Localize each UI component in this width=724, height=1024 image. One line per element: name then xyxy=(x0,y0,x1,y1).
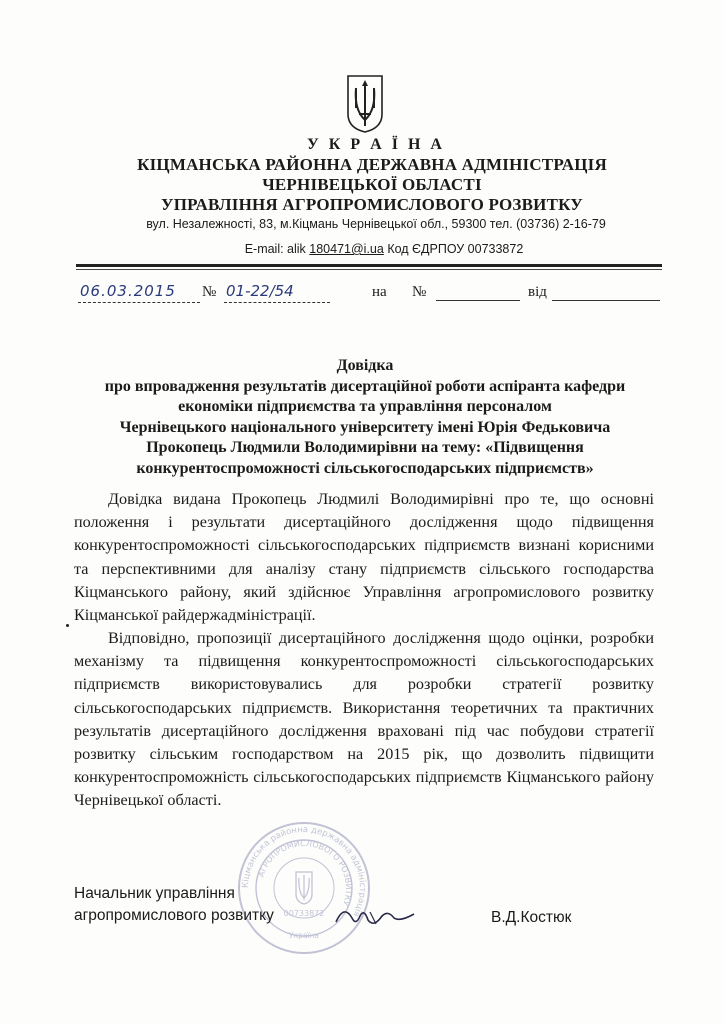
header-divider-thick xyxy=(76,264,662,267)
stamp-code: 00733872 xyxy=(283,909,325,918)
email-link[interactable]: 180471@i.ua xyxy=(309,242,384,256)
stamp-outer-text: Кіцманська районна державна адміністрація xyxy=(240,824,368,919)
edrpou-code: Код ЄДРПОУ 00733872 xyxy=(383,242,524,256)
title-line: про впровадження результатів дисертаційної роботи аспіранта кафедри xyxy=(104,377,626,395)
number-label: № xyxy=(202,284,217,300)
title-line: Прокопець Людмили Володимирівни на тему: «Підвищення xyxy=(146,439,584,456)
address-line: вул. Незалежності, 83, м.Кіцмань Чернівецької обл., 59300 тел. (03736) 2-16-79 xyxy=(146,217,606,231)
title-line: економіки підприємства та управління персоналом xyxy=(178,398,552,415)
email-prefix: E-mail: alik xyxy=(244,242,310,256)
registration-number: 01-22/54 xyxy=(226,282,294,300)
contact-line xyxy=(22,242,724,256)
body-paragraph xyxy=(74,627,654,813)
reply-date-blank xyxy=(552,300,660,301)
number-underline xyxy=(224,302,330,303)
registration-date: 06.03.2015 xyxy=(80,282,176,300)
department-heading: УПРАВЛІННЯ АГРОПРОМИСЛОВОГО РОЗВИТКУ xyxy=(161,195,583,214)
reply-label: на xyxy=(372,284,387,300)
document-title xyxy=(70,356,660,479)
header-divider-thin xyxy=(76,269,662,270)
paragraph-text: Відповідно, пропозиції дисертаційного дослідження щодо оцінки, розробки механізму та підвищення конкурентоспроможності сільськогосподарських підприємств використовувались для розробки стратегії розвитку сільськогосподарських підприємств. Використання теоретичних та практичних результатів дисертаційного дослідження враховані під час побудови стратегії розвитку сільським господарством на 2015 рік, що дозволить підвищити конкурентоспроможність сільськогосподарських підприємств Кіцманського району Чернівецької області. xyxy=(74,629,654,810)
title-line: конкурентоспроможності сільськогосподарських підприємств» xyxy=(136,459,594,477)
stamp-country: Україна xyxy=(288,931,320,940)
trident-emblem-icon xyxy=(344,70,386,134)
position-line: Начальник управління xyxy=(74,885,235,902)
margin-dot xyxy=(66,624,69,627)
signatory-position xyxy=(74,883,274,927)
stamp-inner-text: АГРОПРОМИСЛОВОГО РОЗВИТКУ xyxy=(256,838,354,907)
title-line: Чернівецького національного університету імені Юрія Федьковича xyxy=(119,418,611,436)
body-paragraph xyxy=(74,488,654,627)
oblast-heading: ЧЕРНІВЕЦЬКОЇ ОБЛАСТІ xyxy=(262,175,482,194)
reply-number-blank xyxy=(436,300,520,301)
reply-number-label: № xyxy=(412,284,427,300)
registration-line xyxy=(74,280,664,306)
title-line: Довідка xyxy=(336,357,394,374)
position-line: агропромислового розвитку xyxy=(74,907,274,924)
signatory-name: В.Д.Костюк xyxy=(491,909,572,926)
paragraph-text: Довідка видана Прокопець Людмилі Володимирівні про те, що основні положення і результати дисертаційного дослідження щодо підвищення конкурентоспроможності сільськогосподарських підприємств визнані корисними та перспективними для аналізу стану підприємств сільського господарства Кіцманського району, який здійснює Управління агропромислового розвитку Кіцманської райдержадміністрації. xyxy=(74,490,654,625)
handwritten-signature-icon xyxy=(330,894,420,934)
administration-heading: КІЦМАНСЬКА РАЙОННА ДЕРЖАВНА АДМІНІСТРАЦІЯ xyxy=(137,155,607,174)
reply-date-label: від xyxy=(528,284,547,300)
date-underline xyxy=(78,302,200,303)
country-heading: У К Р А Ї Н А xyxy=(307,136,445,153)
